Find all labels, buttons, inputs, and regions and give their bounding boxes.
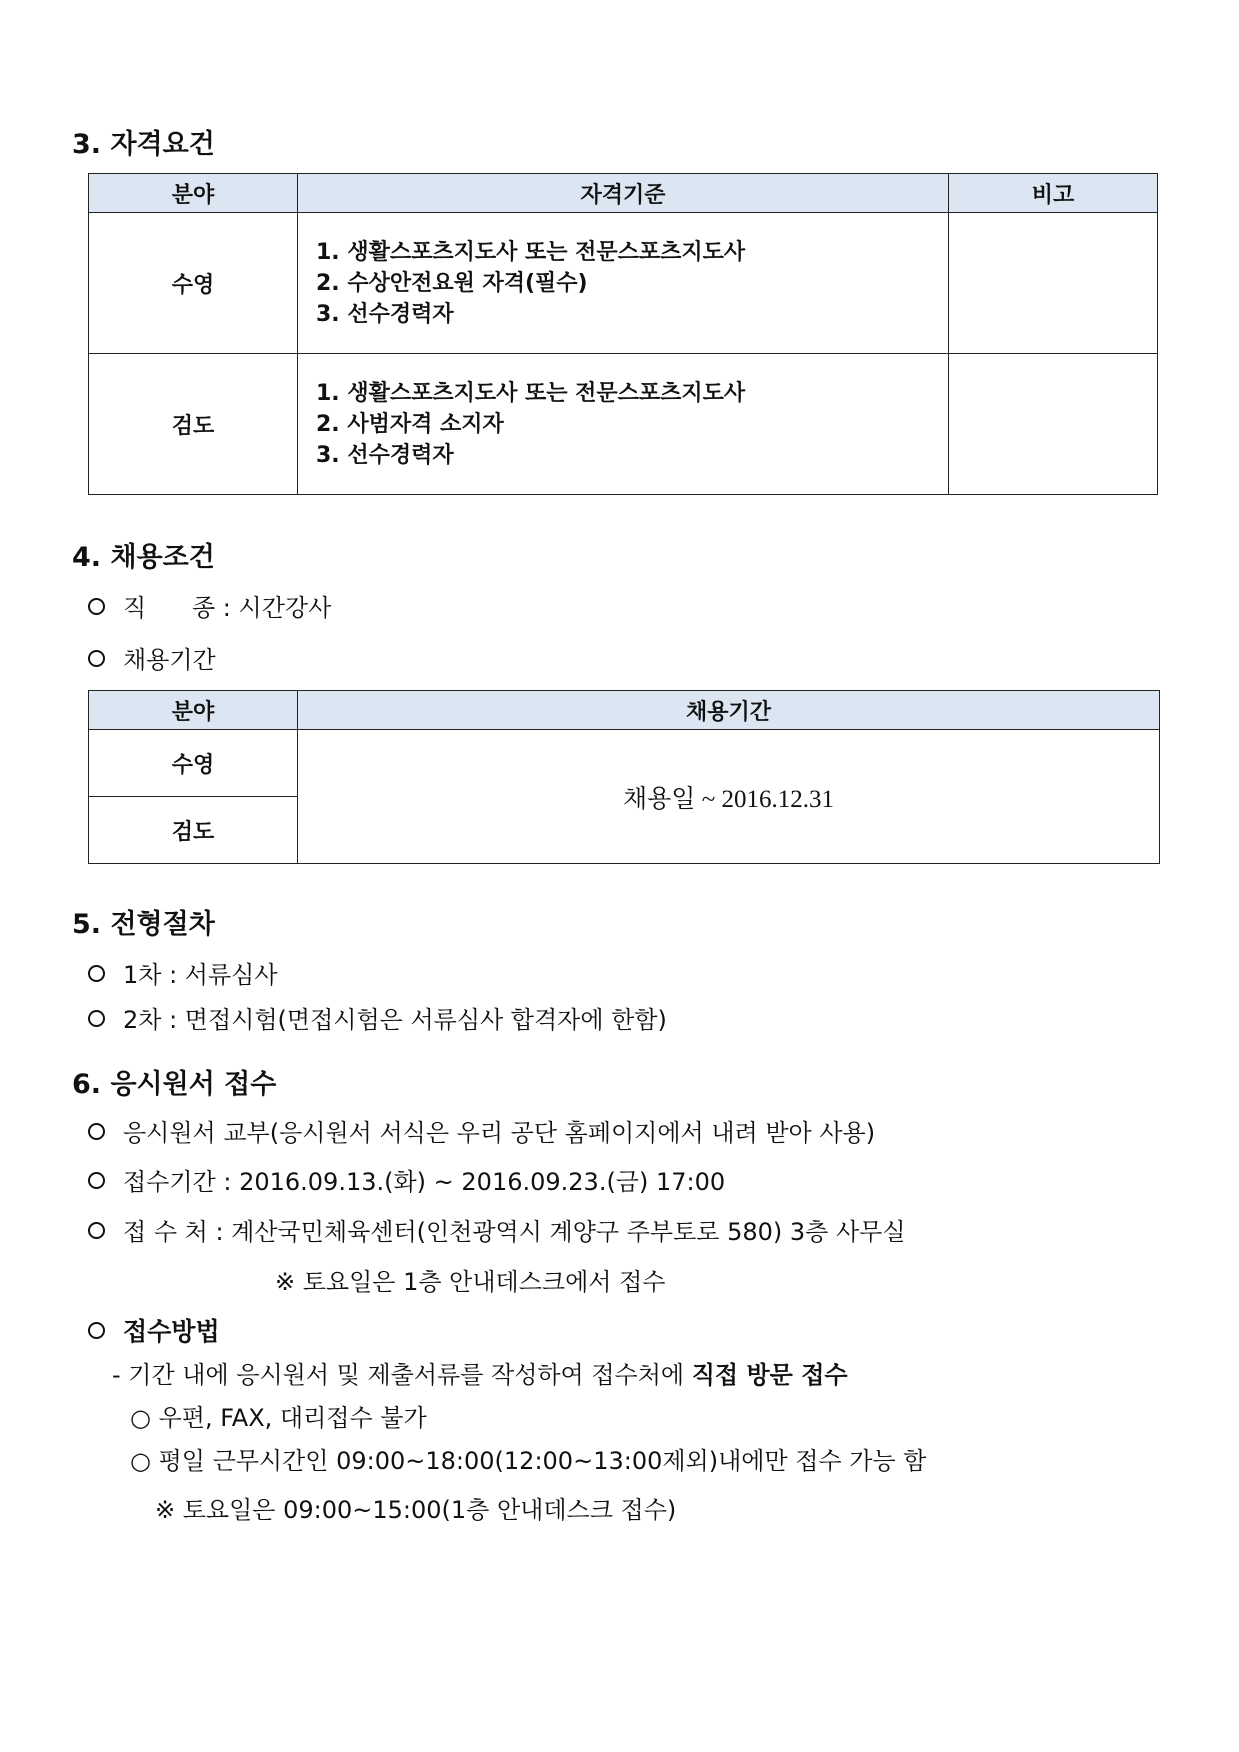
qualification-table (88, 173, 1158, 495)
section-4-title: 4. 채용조건 (72, 542, 215, 573)
note-swimming (949, 213, 1158, 354)
criteria-line: 2. 사범자격 소지자 (316, 411, 504, 437)
header-field: 분야 (89, 174, 298, 213)
criteria-kendo (298, 354, 949, 495)
method-line (112, 1355, 848, 1390)
application-place-text: 접 수 처 : 계산국민체육센터(인천광역시 계양구 주부토로 580) 3층 사무실 (123, 1218, 906, 1246)
application-period-text: 접수기간 : 2016.09.13.(화) ~ 2016.09.23.(금) 17:00 (123, 1168, 726, 1196)
circle-bullet-icon (88, 1322, 105, 1339)
section-3-title: 3. 자격요건 (72, 129, 215, 160)
circle-bullet-icon (88, 965, 105, 982)
job-label: 직 종 (123, 594, 216, 622)
method-line-emphasis: 직접 방문 접수 (691, 1361, 848, 1389)
list-item (88, 955, 278, 990)
job-value: : 시간강사 (222, 594, 332, 622)
circle-bullet-icon (88, 1222, 105, 1239)
field-swimming: 수영 (89, 730, 298, 797)
method-title: 접수방법 (123, 1317, 220, 1346)
note-kendo (949, 354, 1158, 495)
period-value: 채용일 ~ 2016.12.31 (298, 730, 1160, 864)
list-item (88, 1113, 875, 1148)
circle-bullet-icon (88, 1123, 105, 1140)
method-line-text: - 기간 내에 응시원서 및 제출서류를 작성하여 접수처에 (112, 1361, 692, 1389)
section-6-title: 6. 응시원서 접수 (72, 1069, 277, 1100)
header-note: 비고 (949, 174, 1158, 213)
criteria-line: 2. 수상안전요원 자격(필수) (316, 270, 588, 296)
circle-bullet-icon (88, 1172, 105, 1189)
stage-2-text: 2차 : 면접시험(면접시험은 서류심사 합격자에 한함) (123, 1006, 667, 1034)
job-type-line (88, 588, 331, 623)
criteria-line: 3. 선수경력자 (316, 442, 454, 468)
criteria-line: 1. 생활스포츠지도사 또는 전문스포츠지도사 (316, 239, 746, 265)
list-item (88, 1212, 906, 1247)
saturday-hours: ※ 토요일은 09:00~15:00(1층 안내데스크 접수) (155, 1496, 677, 1524)
section-5-title: 5. 전형절차 (72, 909, 215, 940)
stage-1-text: 1차 : 서류심사 (123, 961, 278, 989)
method-sub-item: ○ 평일 근무시간인 09:00~18:00(12:00~13:00제외)내에만 접수 가능 함 (130, 1447, 927, 1475)
saturday-note: ※ 토요일은 1층 안내데스크에서 접수 (275, 1268, 666, 1296)
form-distribution-text: 응시원서 교부(응시원서 서식은 우리 공단 홈페이지에서 내려 받아 사용) (123, 1119, 876, 1147)
circle-bullet-icon (88, 650, 105, 667)
circle-bullet-icon (88, 1010, 105, 1027)
field-kendo: 검도 (89, 797, 298, 864)
header-field: 분야 (89, 691, 298, 730)
list-item (88, 1162, 725, 1197)
table-row (89, 354, 1158, 495)
period-header-row (89, 691, 1160, 730)
list-item (88, 1000, 667, 1035)
qualification-header-row (89, 174, 1158, 213)
field-kendo: 검도 (89, 354, 298, 495)
circle-bullet-icon (88, 598, 105, 615)
criteria-swimming (298, 213, 949, 354)
criteria-line: 1. 생활스포츠지도사 또는 전문스포츠지도사 (316, 380, 746, 406)
header-period: 채용기간 (298, 691, 1160, 730)
table-row (89, 730, 1160, 797)
method-sub-item: ○ 우편, FAX, 대리접수 불가 (130, 1404, 427, 1432)
table-row (89, 213, 1158, 354)
field-swimming: 수영 (89, 213, 298, 354)
period-line (88, 640, 216, 675)
method-title-line (88, 1312, 220, 1348)
header-criteria: 자격기준 (298, 174, 949, 213)
criteria-line: 3. 선수경력자 (316, 301, 454, 327)
employment-period-table (88, 690, 1160, 864)
period-label: 채용기간 (123, 646, 216, 674)
